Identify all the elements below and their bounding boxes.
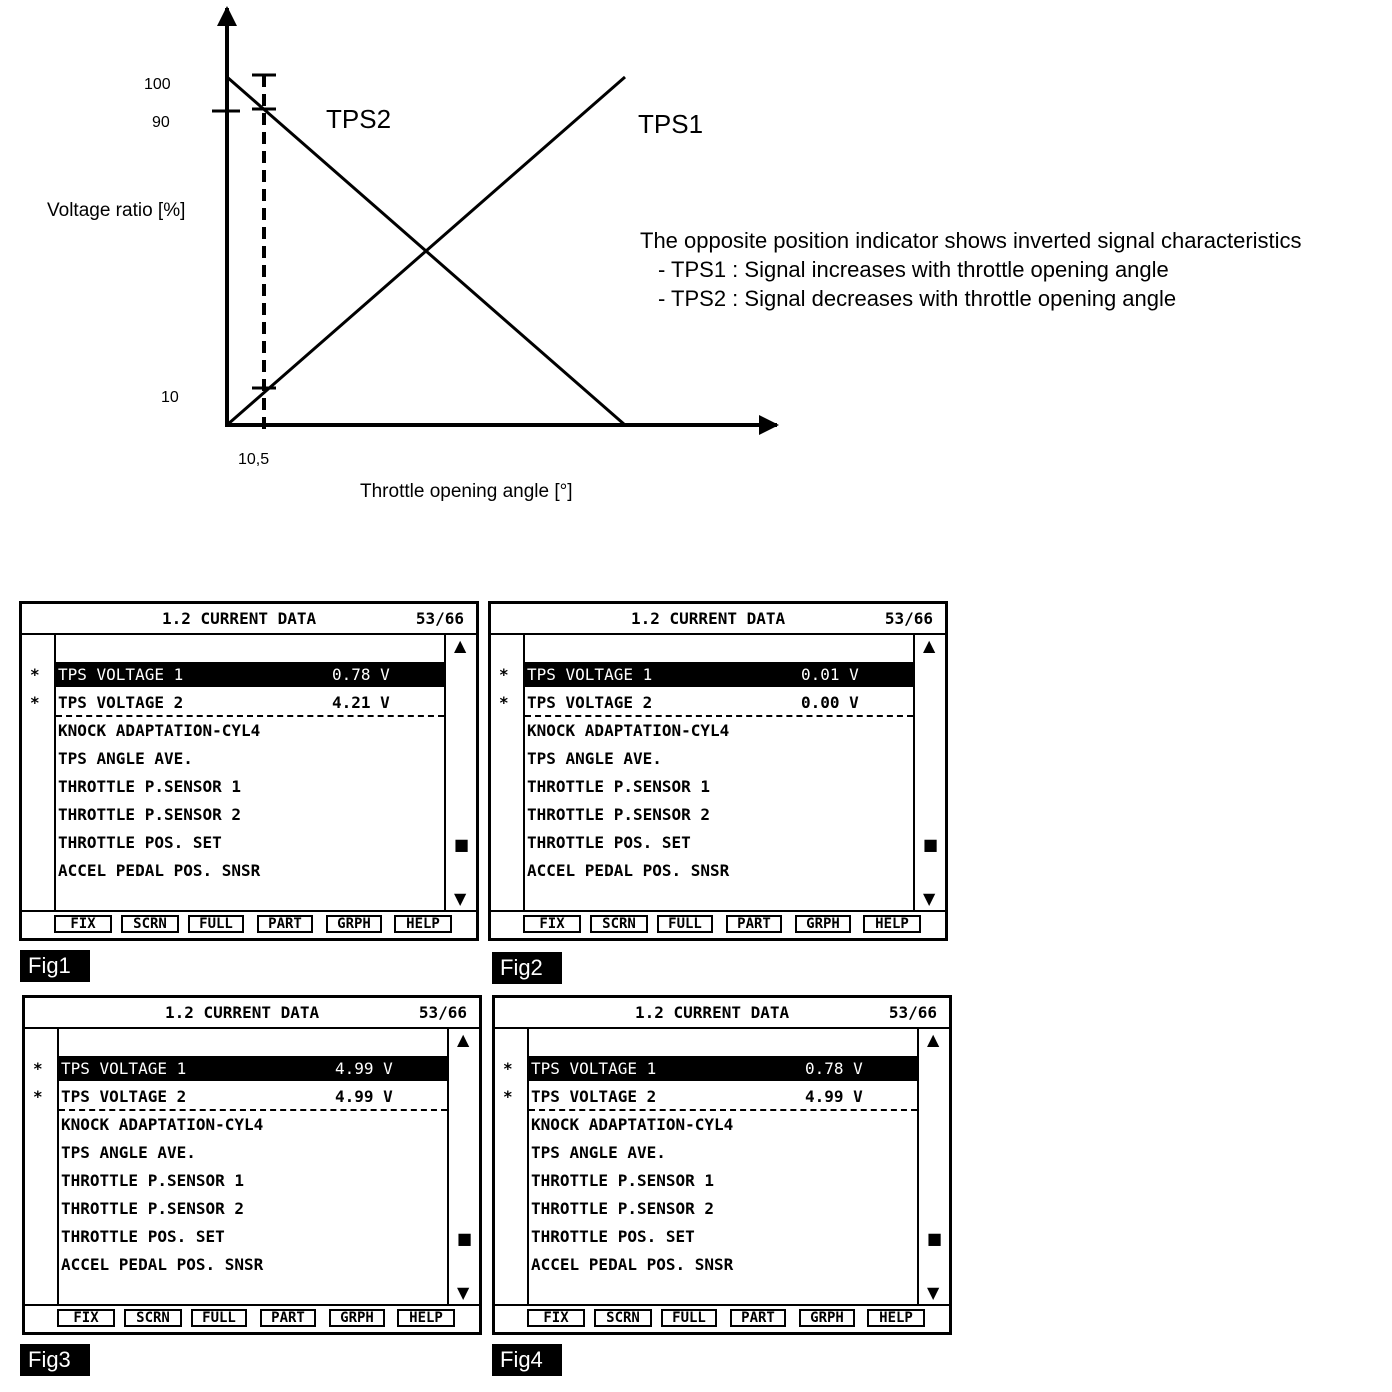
row-label: THROTTLE POS. SET	[527, 833, 691, 852]
data-row[interactable]	[525, 662, 913, 687]
full-button[interactable]: FULL	[657, 915, 713, 933]
row-label: KNOCK ADAPTATION-CYL4	[61, 1115, 264, 1134]
help-button[interactable]: HELP	[863, 915, 921, 933]
data-row[interactable]	[56, 662, 444, 687]
row-label: ACCEL PEDAL POS. SNSR	[58, 861, 261, 880]
data-row[interactable]	[59, 1112, 447, 1137]
screen-title: 1.2 CURRENT DATA	[165, 1003, 320, 1022]
row-value: 0.00 V	[801, 693, 859, 712]
row-value: 4.99 V	[805, 1087, 863, 1106]
row-label: THROTTLE P.SENSOR 1	[58, 777, 242, 796]
fix-button[interactable]: FIX	[57, 1309, 115, 1327]
data-row[interactable]	[529, 1056, 917, 1081]
row-label: THROTTLE POS. SET	[58, 833, 222, 852]
help-button[interactable]: HELP	[397, 1309, 455, 1327]
row-label: THROTTLE P.SENSOR 2	[61, 1199, 245, 1218]
figure-label: Fig3	[20, 1344, 90, 1376]
scrn-button[interactable]: SCRN	[590, 915, 648, 933]
data-row[interactable]	[529, 1224, 917, 1249]
explanation-note	[640, 226, 1302, 313]
grph-button[interactable]: GRPH	[799, 1309, 855, 1327]
scroll-up-icon[interactable]: ▲	[457, 1030, 470, 1049]
row-value: 0.78 V	[805, 1059, 863, 1078]
fixed-item-star-icon: *	[33, 1059, 43, 1078]
row-value: 0.01 V	[801, 665, 859, 684]
scroll-down-icon[interactable]: ▼	[457, 1283, 470, 1302]
scan-tool-screen-4	[492, 995, 952, 1335]
data-row[interactable]	[529, 1084, 917, 1111]
note-item-tps1: - TPS1 : Signal increases with throttle opening angle	[658, 257, 1169, 282]
row-label: TPS VOLTAGE 1	[61, 1059, 187, 1078]
row-label: THROTTLE P.SENSOR 2	[527, 805, 711, 824]
full-button[interactable]: FULL	[191, 1309, 247, 1327]
scroll-down-icon[interactable]: ▼	[923, 889, 936, 908]
scroll-up-icon[interactable]: ▲	[454, 636, 467, 655]
scroll-thumb-icon[interactable]: ■	[457, 1229, 473, 1248]
row-label: TPS VOLTAGE 1	[58, 665, 184, 684]
row-label: ACCEL PEDAL POS. SNSR	[61, 1255, 264, 1274]
screen-title: 1.2 CURRENT DATA	[635, 1003, 790, 1022]
row-label: TPS VOLTAGE 2	[531, 1087, 657, 1106]
row-value: 4.99 V	[335, 1059, 393, 1078]
fixed-item-star-icon: *	[503, 1087, 513, 1106]
data-row[interactable]	[59, 1084, 447, 1111]
data-row[interactable]	[525, 690, 913, 717]
data-row[interactable]	[529, 1140, 917, 1165]
function-bar	[22, 910, 476, 938]
row-value: 4.21 V	[332, 693, 390, 712]
full-button[interactable]: FULL	[188, 915, 244, 933]
series-label-tps2: TPS2	[326, 104, 392, 134]
data-row[interactable]	[59, 1168, 447, 1193]
fixed-item-star-icon: *	[33, 1087, 43, 1106]
figure-label: Fig1	[20, 950, 90, 982]
scan-tool-screen-1	[19, 601, 479, 941]
scroll-down-icon[interactable]: ▼	[927, 1283, 940, 1302]
help-button[interactable]: HELP	[867, 1309, 925, 1327]
screen-header	[491, 604, 945, 635]
data-row[interactable]	[525, 718, 913, 743]
scroll-thumb-icon[interactable]: ■	[454, 835, 470, 854]
data-row[interactable]	[56, 690, 444, 717]
function-bar	[25, 1304, 479, 1332]
screen-header	[495, 998, 949, 1029]
scroll-up-icon[interactable]: ▲	[927, 1030, 940, 1049]
x-tick-label: 10,5	[238, 451, 270, 468]
row-label: TPS VOLTAGE 2	[527, 693, 653, 712]
part-button[interactable]: PART	[257, 915, 313, 933]
row-label: THROTTLE POS. SET	[61, 1227, 225, 1246]
full-button[interactable]: FULL	[661, 1309, 717, 1327]
scroll-thumb-icon[interactable]: ■	[927, 1229, 943, 1248]
screen-header	[25, 998, 479, 1029]
row-label: ACCEL PEDAL POS. SNSR	[531, 1255, 734, 1274]
row-label: THROTTLE P.SENSOR 2	[531, 1199, 715, 1218]
data-row[interactable]	[529, 1112, 917, 1137]
data-row[interactable]	[59, 1224, 447, 1249]
data-row[interactable]	[529, 1196, 917, 1221]
grph-button[interactable]: GRPH	[326, 915, 382, 933]
fixed-item-star-icon: *	[30, 693, 40, 712]
scrn-button[interactable]: SCRN	[594, 1309, 652, 1327]
data-row[interactable]	[525, 858, 913, 883]
scrn-button[interactable]: SCRN	[124, 1309, 182, 1327]
note-item-tps2: - TPS2 : Signal decreases with throttle opening angle	[658, 286, 1177, 311]
data-row[interactable]	[59, 1056, 447, 1081]
data-row[interactable]	[56, 858, 444, 883]
page-counter: 53/66	[415, 609, 464, 628]
row-label: TPS VOLTAGE 2	[58, 693, 184, 712]
scan-tool-screen-2	[488, 601, 948, 941]
data-row[interactable]	[56, 718, 444, 743]
row-label: TPS ANGLE AVE.	[61, 1143, 196, 1162]
fix-button[interactable]: FIX	[523, 915, 581, 933]
row-label: TPS ANGLE AVE.	[527, 749, 662, 768]
screen-title: 1.2 CURRENT DATA	[162, 609, 317, 628]
function-bar	[491, 910, 945, 938]
data-row[interactable]	[59, 1140, 447, 1165]
part-button[interactable]: PART	[260, 1309, 316, 1327]
row-label: KNOCK ADAPTATION-CYL4	[527, 721, 730, 740]
fixed-item-star-icon: *	[503, 1059, 513, 1078]
row-label: TPS VOLTAGE 1	[531, 1059, 657, 1078]
figure-label: Fig4	[492, 1344, 562, 1376]
grph-button[interactable]: GRPH	[795, 915, 851, 933]
row-label: TPS ANGLE AVE.	[531, 1143, 666, 1162]
page-counter: 53/66	[888, 1003, 937, 1022]
row-label: THROTTLE POS. SET	[531, 1227, 695, 1246]
data-row[interactable]	[56, 830, 444, 855]
data-row[interactable]	[56, 802, 444, 827]
row-label: THROTTLE P.SENSOR 1	[531, 1171, 715, 1190]
fix-button[interactable]: FIX	[527, 1309, 585, 1327]
page-counter: 53/66	[884, 609, 933, 628]
row-value: 0.78 V	[332, 665, 390, 684]
row-label: TPS VOLTAGE 1	[527, 665, 653, 684]
row-label: THROTTLE P.SENSOR 1	[61, 1171, 245, 1190]
row-label: THROTTLE P.SENSOR 1	[527, 777, 711, 796]
y-tick-label-10: 10	[161, 389, 179, 406]
fix-button[interactable]: FIX	[54, 915, 112, 933]
scan-tool-screen-3	[22, 995, 482, 1335]
fixed-item-star-icon: *	[30, 665, 40, 684]
scrollbar[interactable]	[449, 1027, 479, 1306]
part-button[interactable]: PART	[726, 915, 782, 933]
y-tick-label-100: 100	[144, 76, 171, 93]
scrollbar[interactable]	[446, 633, 476, 912]
scroll-thumb-icon[interactable]: ■	[923, 835, 939, 854]
function-bar	[495, 1304, 949, 1332]
row-label: TPS VOLTAGE 2	[61, 1087, 187, 1106]
scroll-down-icon[interactable]: ▼	[454, 889, 467, 908]
data-row[interactable]	[59, 1252, 447, 1277]
y-tick-label-90: 90	[152, 114, 170, 131]
data-row[interactable]	[525, 830, 913, 855]
scrn-button[interactable]: SCRN	[121, 915, 179, 933]
scroll-up-icon[interactable]: ▲	[923, 636, 936, 655]
grph-button[interactable]: GRPH	[329, 1309, 385, 1327]
data-row[interactable]	[59, 1196, 447, 1221]
row-label: TPS ANGLE AVE.	[58, 749, 193, 768]
data-row[interactable]	[56, 774, 444, 799]
figure-label: Fig2	[492, 952, 562, 984]
row-label: KNOCK ADAPTATION-CYL4	[531, 1115, 734, 1134]
data-row[interactable]	[525, 802, 913, 827]
data-row[interactable]	[529, 1252, 917, 1277]
screen-header	[22, 604, 476, 635]
scrollbar[interactable]	[919, 1027, 949, 1306]
data-row[interactable]	[525, 774, 913, 799]
fixed-item-star-icon: *	[499, 665, 509, 684]
help-button[interactable]: HELP	[394, 915, 452, 933]
scrollbar[interactable]	[915, 633, 945, 912]
fixed-item-star-icon: *	[499, 693, 509, 712]
data-row[interactable]	[529, 1168, 917, 1193]
page-counter: 53/66	[418, 1003, 467, 1022]
row-label: THROTTLE P.SENSOR 2	[58, 805, 242, 824]
series-label-tps1: TPS1	[638, 109, 704, 139]
x-axis-label: Throttle opening angle [°]	[360, 481, 573, 502]
row-label: ACCEL PEDAL POS. SNSR	[527, 861, 730, 880]
row-label: KNOCK ADAPTATION-CYL4	[58, 721, 261, 740]
note-heading: The opposite position indicator shows inverted signal characteristics	[640, 228, 1302, 253]
screen-title: 1.2 CURRENT DATA	[631, 609, 786, 628]
data-row[interactable]	[56, 746, 444, 771]
row-value: 4.99 V	[335, 1087, 393, 1106]
part-button[interactable]: PART	[730, 1309, 786, 1327]
y-axis-label: Voltage ratio [%]	[47, 200, 186, 221]
data-row[interactable]	[525, 746, 913, 771]
